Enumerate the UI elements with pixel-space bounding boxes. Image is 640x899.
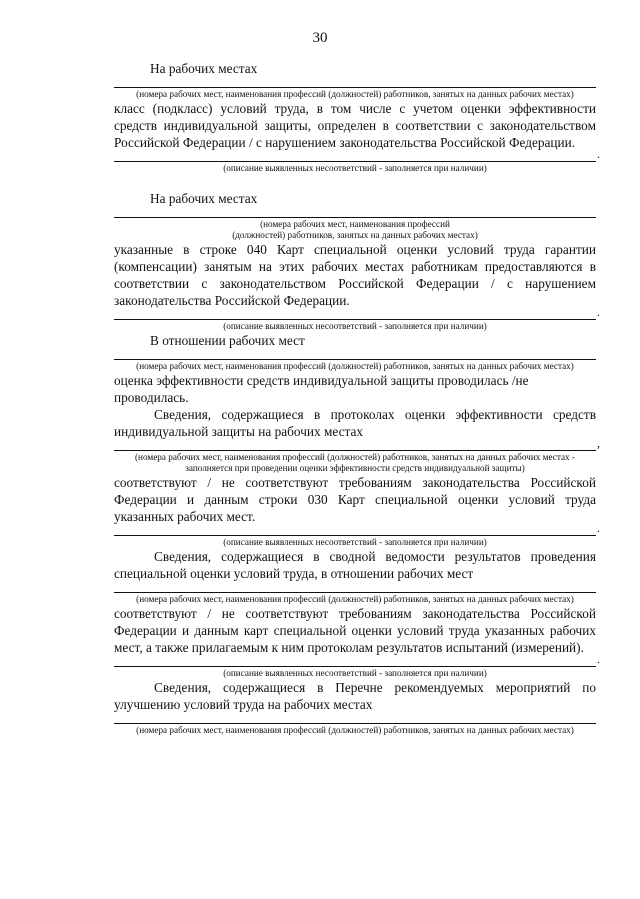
heading-workplaces-1: На рабочих местах bbox=[150, 61, 258, 76]
fill-line: . bbox=[114, 151, 596, 162]
field-note: (номера рабочих мест, наименования профессий (должностей) работников, занятых на данных рабочих местах) bbox=[136, 594, 574, 604]
paragraph: соответствуют / не соответствуют требованиям законодательства Российской Федерации и данным карт специальной оценки условий труда указанных рабочих мест, а также прилагаемым к ним протоколам результатов испытаний (измерений). bbox=[114, 606, 596, 655]
paragraph: класс (подкласс) условий труда, в том числе с учетом оценки эффективности средств индивидуальной защиты, определен в соответствии с законодательством Российской Федерации / с нарушением законодательства Российской Федерации. bbox=[114, 101, 596, 150]
field-note: (номера рабочих мест, наименования профессий bbox=[260, 219, 450, 229]
fill-line: . bbox=[114, 309, 596, 320]
field-note: (номера рабочих мест, наименования профессий (должностей) работников, занятых на данных рабочих местах - заполняется при проведении оценки эффективности средств индивидуальной защиты) bbox=[135, 452, 575, 473]
paragraph: указанные в строке 040 Карт специальной оценки условий труда гарантии (компенсации) занятым на этих рабочих местах работникам предоставляются в соответствии с законодательством Российской Федерации / с нарушением законодательства Российской Федерации. bbox=[114, 242, 596, 308]
field-note: (описание выявленных несоответствий - заполняется при наличии) bbox=[223, 163, 487, 173]
paragraph: Сведения, содержащиеся в сводной ведомости результатов проведения специальной оценки условий труда, в отношении рабочих мест bbox=[114, 549, 596, 581]
heading-regarding-workplaces: В отношении рабочих мест bbox=[150, 333, 305, 348]
field-note: (номера рабочих мест, наименования профессий (должностей) работников, занятых на данных рабочих местах) bbox=[136, 725, 574, 735]
fill-line: . bbox=[114, 656, 596, 667]
fill-line bbox=[114, 582, 596, 593]
field-note: (описание выявленных несоответствий - заполняется при наличии) bbox=[223, 668, 487, 678]
fill-line: . bbox=[114, 525, 596, 536]
fill-line bbox=[114, 77, 596, 88]
paragraph: Сведения, содержащиеся в протоколах оценки эффективности средств индивидуальной защиты на рабочих местах bbox=[114, 407, 596, 439]
paragraph: оценка эффективности средств индивидуальной защиты проводилась /не проводилась. bbox=[114, 373, 529, 405]
field-note: (номера рабочих мест, наименования профессий (должностей) работников, занятых на данных рабочих местах) bbox=[136, 89, 574, 99]
field-note: (описание выявленных несоответствий - заполняется при наличии) bbox=[223, 537, 487, 547]
fill-line bbox=[114, 207, 596, 218]
fill-line bbox=[114, 713, 596, 724]
field-note: (описание выявленных несоответствий - заполняется при наличии) bbox=[223, 321, 487, 331]
document-body bbox=[114, 60, 600, 736]
fill-line bbox=[114, 349, 596, 360]
paragraph: Сведения, содержащиеся в Перечне рекомендуемых мероприятий по улучшению условий труда на рабочих местах bbox=[114, 680, 596, 712]
field-note: (номера рабочих мест, наименования профессий (должностей) работников, занятых на данных рабочих местах) bbox=[136, 361, 574, 371]
heading-workplaces-2: На рабочих местах bbox=[150, 191, 258, 206]
page-number: 30 bbox=[312, 30, 328, 46]
paragraph: соответствуют / не соответствуют требованиям законодательства Российской Федерации и данным строки 030 Карт специальной оценки условий труда указанных рабочих мест. bbox=[114, 475, 596, 524]
fill-line: , bbox=[114, 440, 596, 451]
field-note: (должностей) работников, занятых на данных рабочих местах) bbox=[232, 230, 478, 240]
